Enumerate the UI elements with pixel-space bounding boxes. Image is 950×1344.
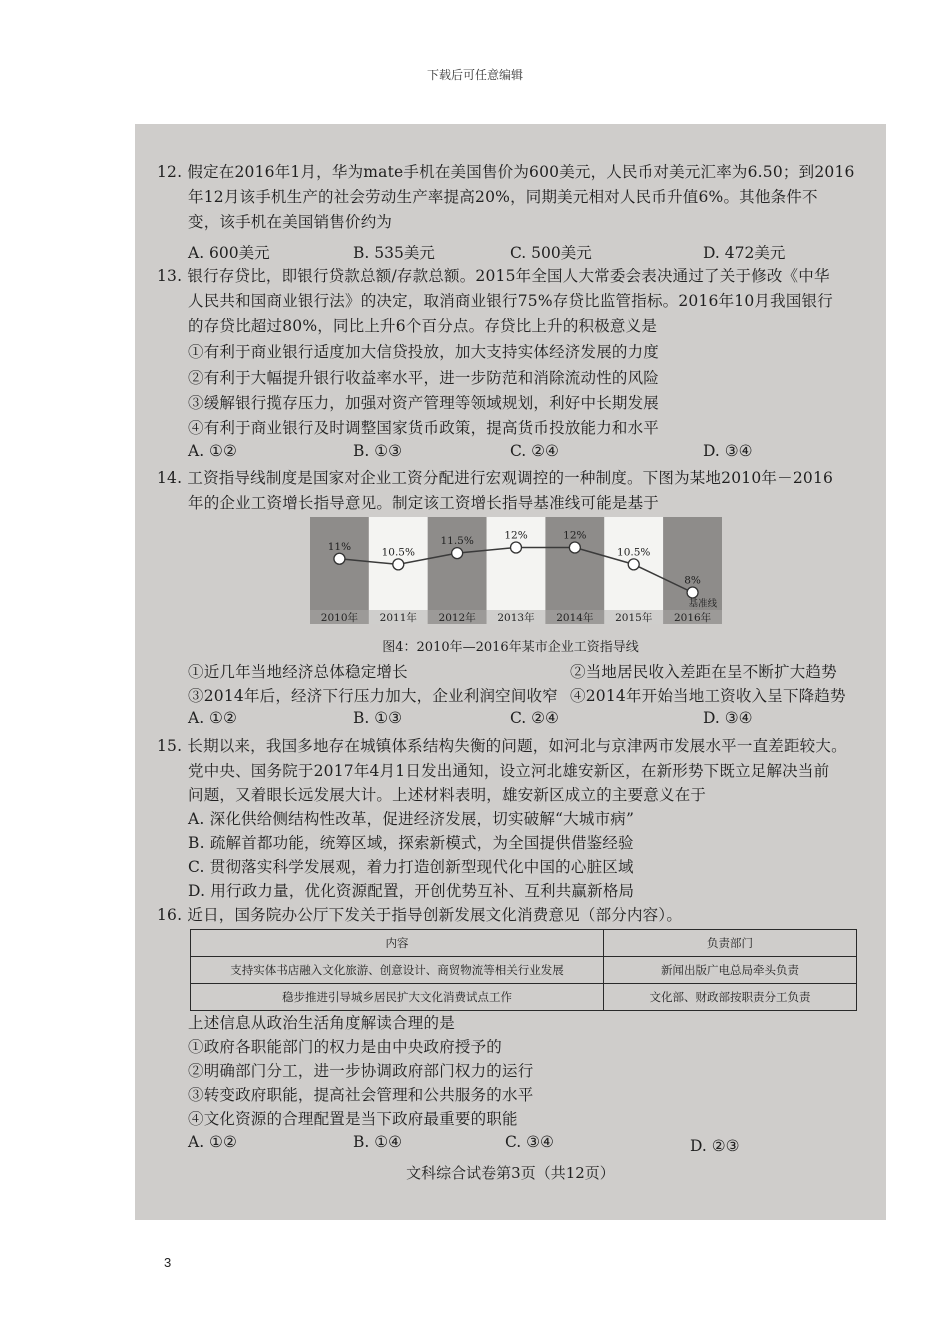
q12-option-c: C. 500美元 (510, 244, 592, 262)
q15-line-1: 15. 长期以来，我国多地存在城镇体系结构失衡的问题，如河北与京津两市发展水平一直差距较大。 (157, 737, 847, 755)
q13-option-d: D. ③④ (703, 442, 753, 460)
data-label: 8% (684, 574, 701, 587)
year-column (310, 517, 369, 624)
tick-label: 2015年 (615, 612, 653, 624)
q13-statement-4: ④有利于商业银行及时调整国家货币政策，提高货币投放能力和水平 (188, 419, 660, 437)
q13-statement-1: ①有利于商业银行适度加大信贷投放，加大支持实体经济发展的力度 (188, 343, 660, 361)
table-cell: 稳步推进引导城乡居民扩大文化消费试点工作 (191, 984, 604, 1011)
data-label: 12% (504, 529, 528, 542)
table-header-content: 内容 (191, 930, 604, 957)
data-point (511, 542, 522, 553)
year-column (428, 517, 487, 624)
q14-line-2: 年的企业工资增长指导意见。制定该工资增长指导基准线可能是基于 (188, 494, 660, 512)
data-point (334, 553, 345, 564)
scanned-exam-page (135, 124, 886, 1220)
tick-label: 2011年 (379, 612, 417, 624)
data-label: 10.5% (617, 546, 651, 559)
data-point (687, 587, 698, 598)
q16-statement-4: ④文化资源的合理配置是当下政府最重要的职能 (188, 1110, 518, 1128)
q16-statement-2: ②明确部门分工，进一步协调政府部门权力的运行 (188, 1062, 534, 1080)
q12-line-2: 年12月该手机生产的社会劳动生产率提高20%，同期美元相对人民币升值6%。其他条件不 (188, 188, 818, 206)
table-row (191, 957, 857, 984)
policy-table (190, 929, 857, 1011)
data-label: 11% (327, 540, 352, 553)
q13-line-2: 人民共和国商业银行法》的决定，取消商业银行75%存贷比监管指标。2016年10月我国银行 (188, 292, 833, 310)
tick-label: 2010年 (320, 612, 359, 624)
q16-option-a: A. ①② (188, 1133, 237, 1151)
q16-option-d: D. ②③ (690, 1137, 740, 1155)
data-label: 12% (563, 529, 587, 542)
chart-svg (310, 517, 722, 624)
q14-line-1: 14. 工资指导线制度是国家对企业工资分配进行宏观调控的一种制度。下图为某地2010年－2016 (157, 469, 834, 487)
data-point (569, 542, 580, 553)
q13-line-3: 的存贷比超过80%，同比上升6个百分点。存贷比上升的积极意义是 (188, 317, 658, 335)
q13-option-b: B. ①③ (353, 442, 403, 460)
q15-option-b: B. 疏解首都功能，统筹区域，探索新模式，为全国提供借鉴经验 (188, 834, 634, 852)
data-point (628, 559, 639, 570)
q16-statement-3: ③转变政府职能，提高社会管理和公共服务的水平 (188, 1086, 534, 1104)
q12-line-3: 变，该手机在美国销售价约为 (188, 213, 393, 231)
q14-option-a: A. ①② (188, 709, 237, 727)
data-label: 11.5% (440, 535, 474, 548)
q13-line-1: 13. 银行存贷比，即银行贷款总额/存款总额。2015年全国人大常委会表决通过了关于修改《中华 (157, 267, 830, 285)
tick-label: 2016年 (673, 612, 712, 624)
q14-statement-2: ②当地居民收入差距在呈不断扩大趋势 (570, 663, 837, 681)
q16-line-1: 16. 近日，国务院办公厅下发关于指导创新发展文化消费意见（部分内容）。 (157, 906, 683, 924)
q15-line-3: 问题，又着眼长远发展大计。上述材料表明，雄安新区成立的主要意义在于 (188, 786, 707, 804)
q12-option-d: D. 472美元 (703, 244, 786, 262)
q12-line-1: 12. 假定在2016年1月，华为mate手机在美国售价为600美元，人民币对美元汇率为6.50；到2016 (157, 163, 855, 181)
q12-option-b: B. 535美元 (353, 244, 435, 262)
q13-statement-3: ③缓解银行揽存压力，加强对资产管理等领域规划，利好中长期发展 (188, 394, 660, 412)
table-header-department: 负责部门 (603, 930, 856, 957)
q13-option-a: A. ①② (188, 442, 237, 460)
data-point (393, 559, 404, 570)
baseline-annotation: 基准线 (688, 598, 718, 610)
q14-option-c: C. ②④ (510, 709, 559, 727)
data-point (452, 548, 463, 559)
q14-option-b: B. ①③ (353, 709, 403, 727)
q15-option-a: A. 深化供给侧结构性改革，促进经济发展，切实破解“大城市病” (188, 810, 635, 828)
q14-statement-4: ④2014年开始当地工资收入呈下降趋势 (570, 687, 846, 705)
tick-label: 2012年 (438, 612, 476, 624)
q12-option-a: A. 600美元 (188, 244, 270, 262)
q16-question: 上述信息从政治生活角度解读合理的是 (188, 1014, 455, 1032)
q16-option-b: B. ①④ (353, 1133, 403, 1151)
tick-label: 2014年 (556, 612, 594, 624)
q14-option-d: D. ③④ (703, 709, 753, 727)
table-cell: 新闻出版广电总局牵头负责 (603, 957, 856, 984)
page-number: 3 (164, 1255, 172, 1270)
q14-statement-1: ①近几年当地经济总体稳定增长 (188, 663, 408, 681)
tick-label: 2013年 (497, 612, 535, 624)
q13-statement-2: ②有利于大幅提升银行收益率水平，进一步防范和消除流动性的风险 (188, 369, 660, 387)
q15-option-d: D. 用行政力量，优化资源配置，开创优势互补、互利共赢新格局 (188, 882, 635, 900)
q13-option-c: C. ②④ (510, 442, 559, 460)
q15-option-c: C. 贯彻落实科学发展观，着力打造创新型现代化中国的心脏区域 (188, 858, 634, 876)
q16-option-c: C. ③④ (505, 1133, 554, 1151)
data-label: 10.5% (381, 546, 415, 559)
q14-statement-3: ③2014年后，经济下行压力加大，企业利润空间收窄 (188, 687, 558, 705)
q15-line-2: 党中央、国务院于2017年4月1日发出通知，设立河北雄安新区，在新形势下既立足解决当前 (188, 762, 830, 780)
wage-guideline-chart (310, 517, 722, 624)
table-row (191, 984, 857, 1011)
page-header: 下载后可任意编辑 (426, 68, 523, 82)
table-header-row (191, 930, 857, 957)
table-cell: 支持实体书店融入文化旅游、创意设计、商贸物流等相关行业发展 (191, 957, 604, 984)
exam-footer: 文科综合试卷第3页（共12页） (406, 1164, 615, 1182)
q16-statement-1: ①政府各职能部门的权力是由中央政府授予的 (188, 1038, 503, 1056)
chart-caption: 图4：2010年—2016年某市企业工资指导线 (382, 640, 639, 655)
table-cell: 文化部、财政部按职责分工负责 (603, 984, 856, 1011)
